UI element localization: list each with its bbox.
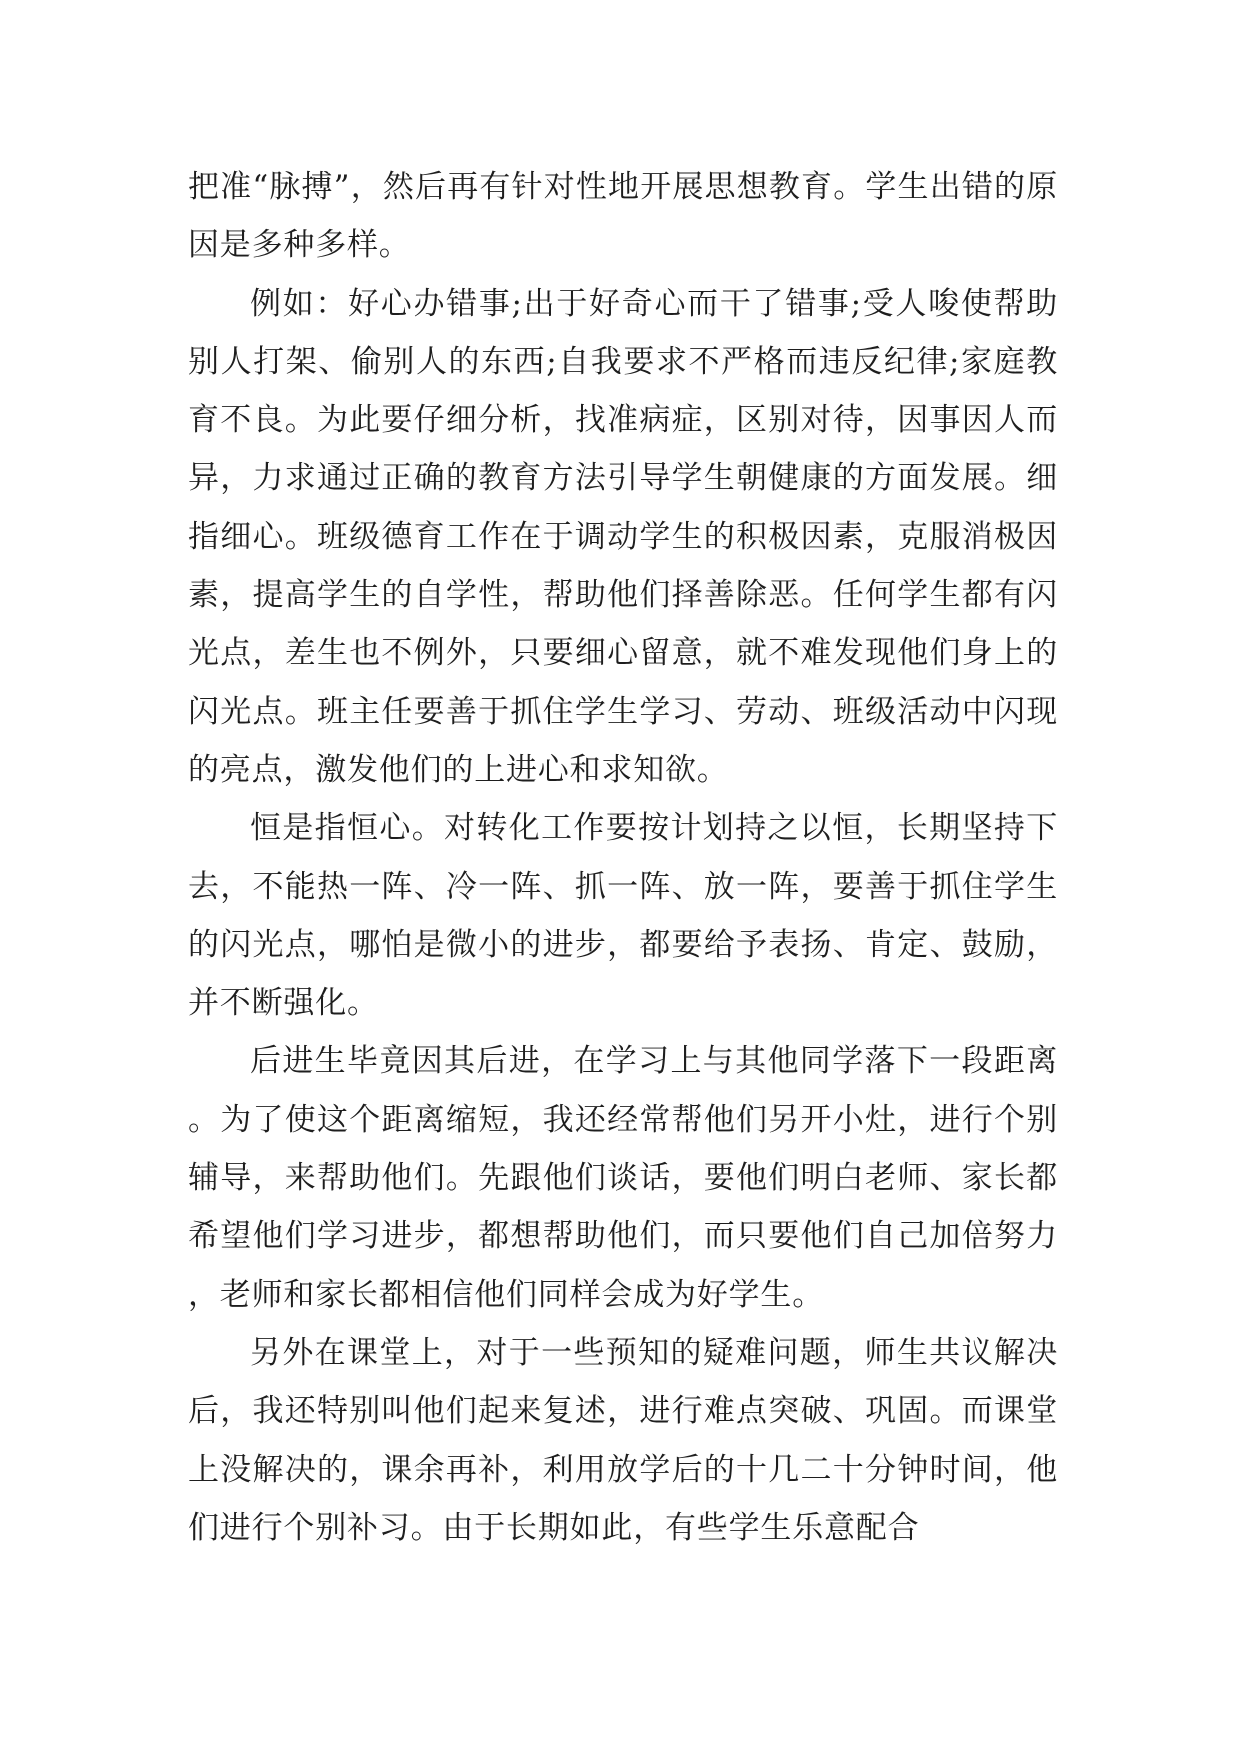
paragraph-5: 另外在课堂上，对于一些预知的疑难问题，师生共议解决后，我还特别叫他们起来复述，进行难点突破、巩固。而课堂上没解决的，课余再补，利用放学后的十几二十分钟时间，他们进行个别补习。由于长期如此，有些学生乐意配合 [188,1334,1058,1546]
paragraph-4: 后进生毕竟因其后进，在学习上与其他同学落下一段距离。为了使这个距离缩短，我还经常帮他们另开小灶，进行个别辅导，来帮助他们。先跟他们谈话，要他们明白老师、家长都希望他们学习进步，都想帮助他们，而只要他们自己加倍努力，老师和家长都相信他们同样会成为好学生。 [188,1043,1058,1313]
body-text [188,158,1058,1557]
paragraph-1: 把准“脉搏”，然后再有针对性地开展思想教育。学生出错的原因是多种多样。 [188,169,1058,264]
paragraph-3: 恒是指恒心。对转化工作要按计划持之以恒，长期坚持下去，不能热一阵、冷一阵、抓一阵、放一阵，要善于抓住学生的闪光点，哪怕是微小的进步，都要给予表扬、肯定、鼓励，并不断强化。 [188,810,1058,1022]
paragraph-2: 例如：好心办错事;出于好奇心而干了错事;受人唆使帮助别人打架、偷别人的东西;自我要求不严格而违反纪律;家庭教育不良。为此要仔细分析，找准病症，区别对待，因事因人而异，力求通过正确的教育方法引导学生朝健康的方面发展。细指细心。班级德育工作在于调动学生的积极因素，克服消极因素，提高学生的自学性，帮助他们择善除恶。任何学生都有闪光点，差生也不例外，只要细心留意，就不难发现他们身上的闪光点。班主任要善于抓住学生学习、劳动、班级活动中闪现的亮点，激发他们的上进心和求知欲。 [188,285,1058,788]
